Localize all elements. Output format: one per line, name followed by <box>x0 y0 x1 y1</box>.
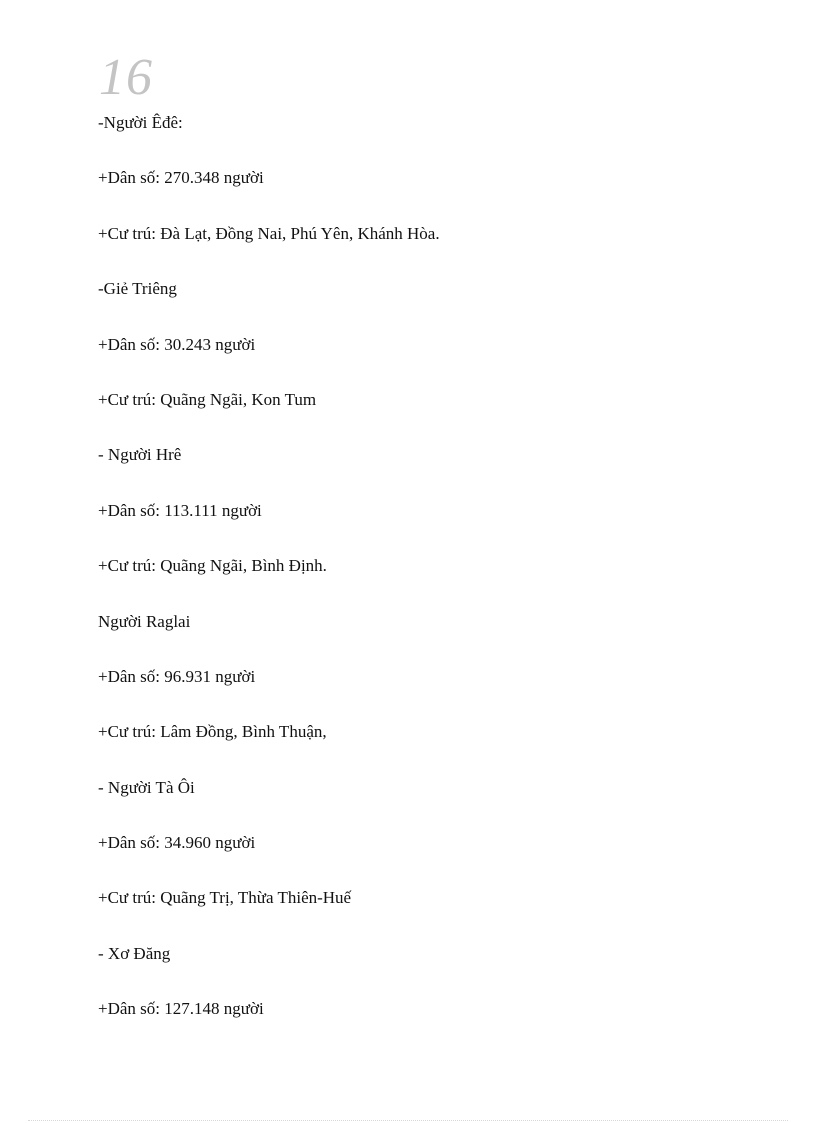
page-bottom-divider <box>28 1120 788 1121</box>
text-line: +Cư trú: Đà Lạt, Đồng Nai, Phú Yên, Khánh Hòa. <box>98 223 440 243</box>
text-line: +Dân số: 30.243 người <box>98 334 256 354</box>
text-line: Người Raglai <box>98 611 191 631</box>
text-line: - Xơ Đăng <box>98 943 171 963</box>
text-line: - Người Tà Ôi <box>98 777 195 797</box>
text-line: +Dân số: 96.931 người <box>98 666 256 686</box>
text-line: - Người Hrê <box>98 445 182 465</box>
text-line: +Cư trú: Lâm Đồng, Bình Thuận, <box>98 722 327 742</box>
text-line: -Người Êđê: <box>98 113 183 132</box>
text-line: +Dân số: 270.348 người <box>98 168 264 188</box>
text-line: +Dân số: 113.111 người <box>98 500 262 520</box>
text-line: -Giẻ Triêng <box>98 279 177 299</box>
text-line: +Dân số: 127.148 người <box>98 999 264 1019</box>
text-lines <box>98 112 440 1054</box>
text-line: +Dân số: 34.960 người <box>98 833 256 853</box>
text-line: +Cư trú: Quãng Ngãi, Bình Định. <box>98 556 327 576</box>
page-number: 16 <box>99 49 153 106</box>
text-line: +Cư trú: Quãng Trị, Thừa Thiên-Huế <box>98 888 352 908</box>
text-line: +Cư trú: Quãng Ngãi, Kon Tum <box>98 389 317 409</box>
